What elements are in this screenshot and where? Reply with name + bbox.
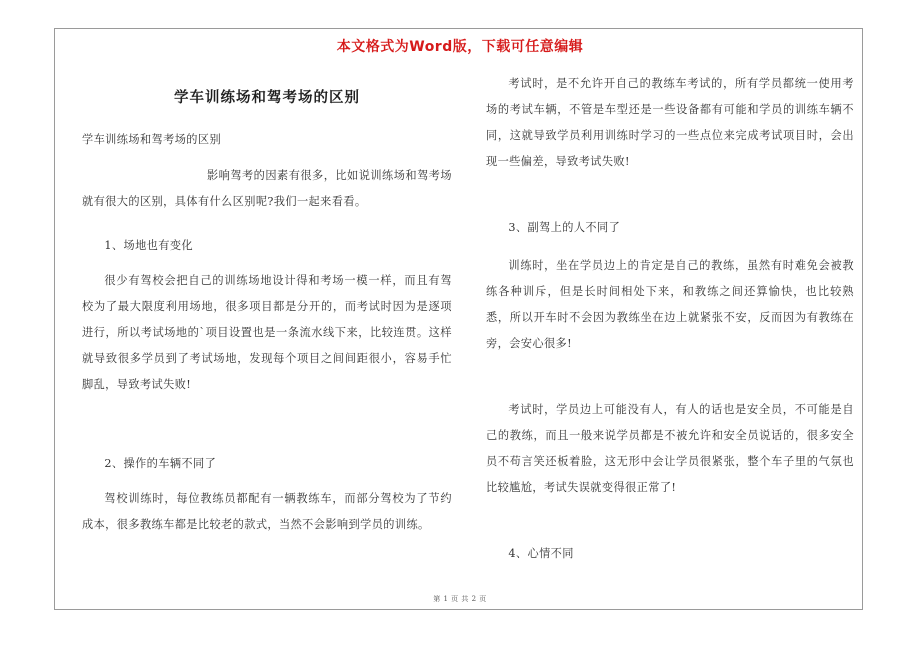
exam-safety-officer-paragraph: 考试时，学员边上可能没有人，有人的话也是安全员，不可能是自己的教练，而且一般来说学员都是不被允许和安全员说话的，很多安全员不苟言笑还板着脸，这无形中会让学员很紧张，整个车子里的气氛也比较尴尬，考试失误就变得很正常了! — [486, 403, 854, 494]
exam-vehicle-paragraph: 考试时，是不允许开自己的教练车考试的，所有学员都统一使用考场的考试车辆，不管是车型还是一些设备都有可能和学员的训练车辆不同，这就导致学员利用训练时学习的一些点位来完成考试项目时，会出现一些偏差，导致考试失败! — [486, 77, 854, 168]
section-2-paragraph: 驾校训练时，每位教练员都配有一辆教练车，而部分驾校为了节约成本，很多教练车都是比较老的款式，当然不会影响到学员的训练。 — [82, 492, 452, 531]
word-format-banner: 本文格式为Word版，下载可任意编辑 — [336, 39, 584, 55]
document-title: 学车训练场和驾考场的区别 — [174, 90, 360, 106]
section-heading-3: 3、副驾上的人不同了 — [508, 221, 621, 234]
section-heading-2: 2、操作的车辆不同了 — [104, 457, 217, 470]
section-heading-4: 4、心情不同 — [508, 547, 574, 560]
section-3-paragraph: 训练时，坐在学员边上的肯定是自己的教练，虽然有时难免会被教练各种训斥，但是长时间相处下来，和教练之间还算愉快，也比较熟悉，所以开车时不会因为教练坐在边上就紧张不安，反而因为有教练在旁，会安心很多! — [486, 259, 854, 350]
section-heading-1: 1、场地也有变化 — [104, 239, 194, 252]
page-number-footer: 第 1 页 共 2 页 — [433, 595, 487, 603]
subtitle-line: 学车训练场和驾考场的区别 — [82, 133, 222, 146]
intro-paragraph: 影响驾考的因素有很多，比如说训练场和驾考场就有很大的区别，具体有什么区别呢?我们一起来看看。 — [82, 169, 452, 208]
section-1-paragraph: 很少有驾校会把自己的训练场地设计得和考场一模一样，而且有驾校为了最大限度利用场地，很多项目都是分开的，而考试时因为是逐项进行，所以考试场地的`项目设置也是一条流水线下来，比较连贯。这样就导致很多学员到了考试场地，发现每个项目之间间距很小，容易手忙脚乱，导致考试失败! — [82, 274, 452, 391]
